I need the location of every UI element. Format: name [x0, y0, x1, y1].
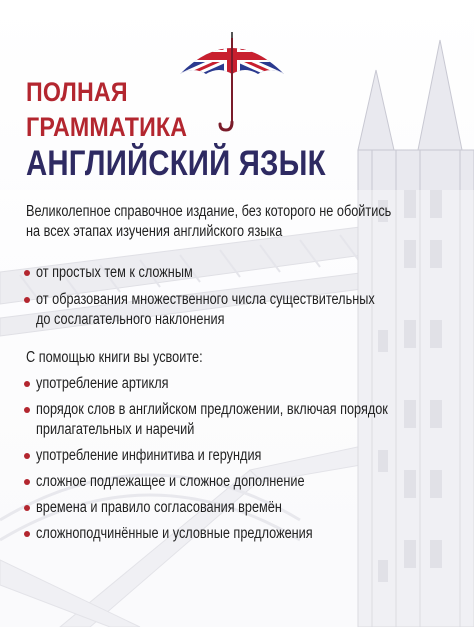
learn-heading: С помощью книги вы усвоите:	[26, 349, 203, 366]
bullet-icon	[24, 270, 30, 276]
learn-text: сложное подлежащее и сложное дополнение	[36, 473, 305, 490]
learn-text: порядок слов в английском предложении, включая порядок	[36, 401, 388, 418]
umbrella-icon	[176, 30, 288, 134]
intro-line-1: Великолепное справочное издание, без которого не обойтись	[26, 203, 392, 220]
bullet-icon	[24, 479, 30, 485]
bullet-icon	[24, 381, 30, 387]
feature-text: от образования множественного числа существительных	[36, 291, 375, 308]
intro-line-2: на всех этапах изучения английского языка	[26, 223, 283, 240]
feature-text-cont: до сослагательного наклонения	[36, 311, 225, 328]
learn-text: употребление артикля	[36, 375, 169, 392]
bullet-icon	[24, 531, 30, 537]
title-line-1: ПОЛНАЯ	[26, 77, 128, 107]
bullet-icon	[24, 453, 30, 459]
learn-text: времена и правило согласования времён	[36, 499, 282, 516]
title-main: АНГЛИЙСКИЙ ЯЗЫК	[26, 144, 326, 183]
title-line-2: ГРАММАТИКА	[26, 112, 188, 142]
bullet-icon	[24, 407, 30, 413]
learn-text-cont: прилагательных и наречий	[36, 421, 195, 438]
feature-text: от простых тем к сложным	[36, 264, 193, 281]
learn-text: употребление инфинитива и герундия	[36, 447, 262, 464]
learn-text: сложноподчинённые и условные предложения	[36, 525, 313, 542]
bullet-icon	[24, 297, 30, 303]
bullet-icon	[24, 505, 30, 511]
